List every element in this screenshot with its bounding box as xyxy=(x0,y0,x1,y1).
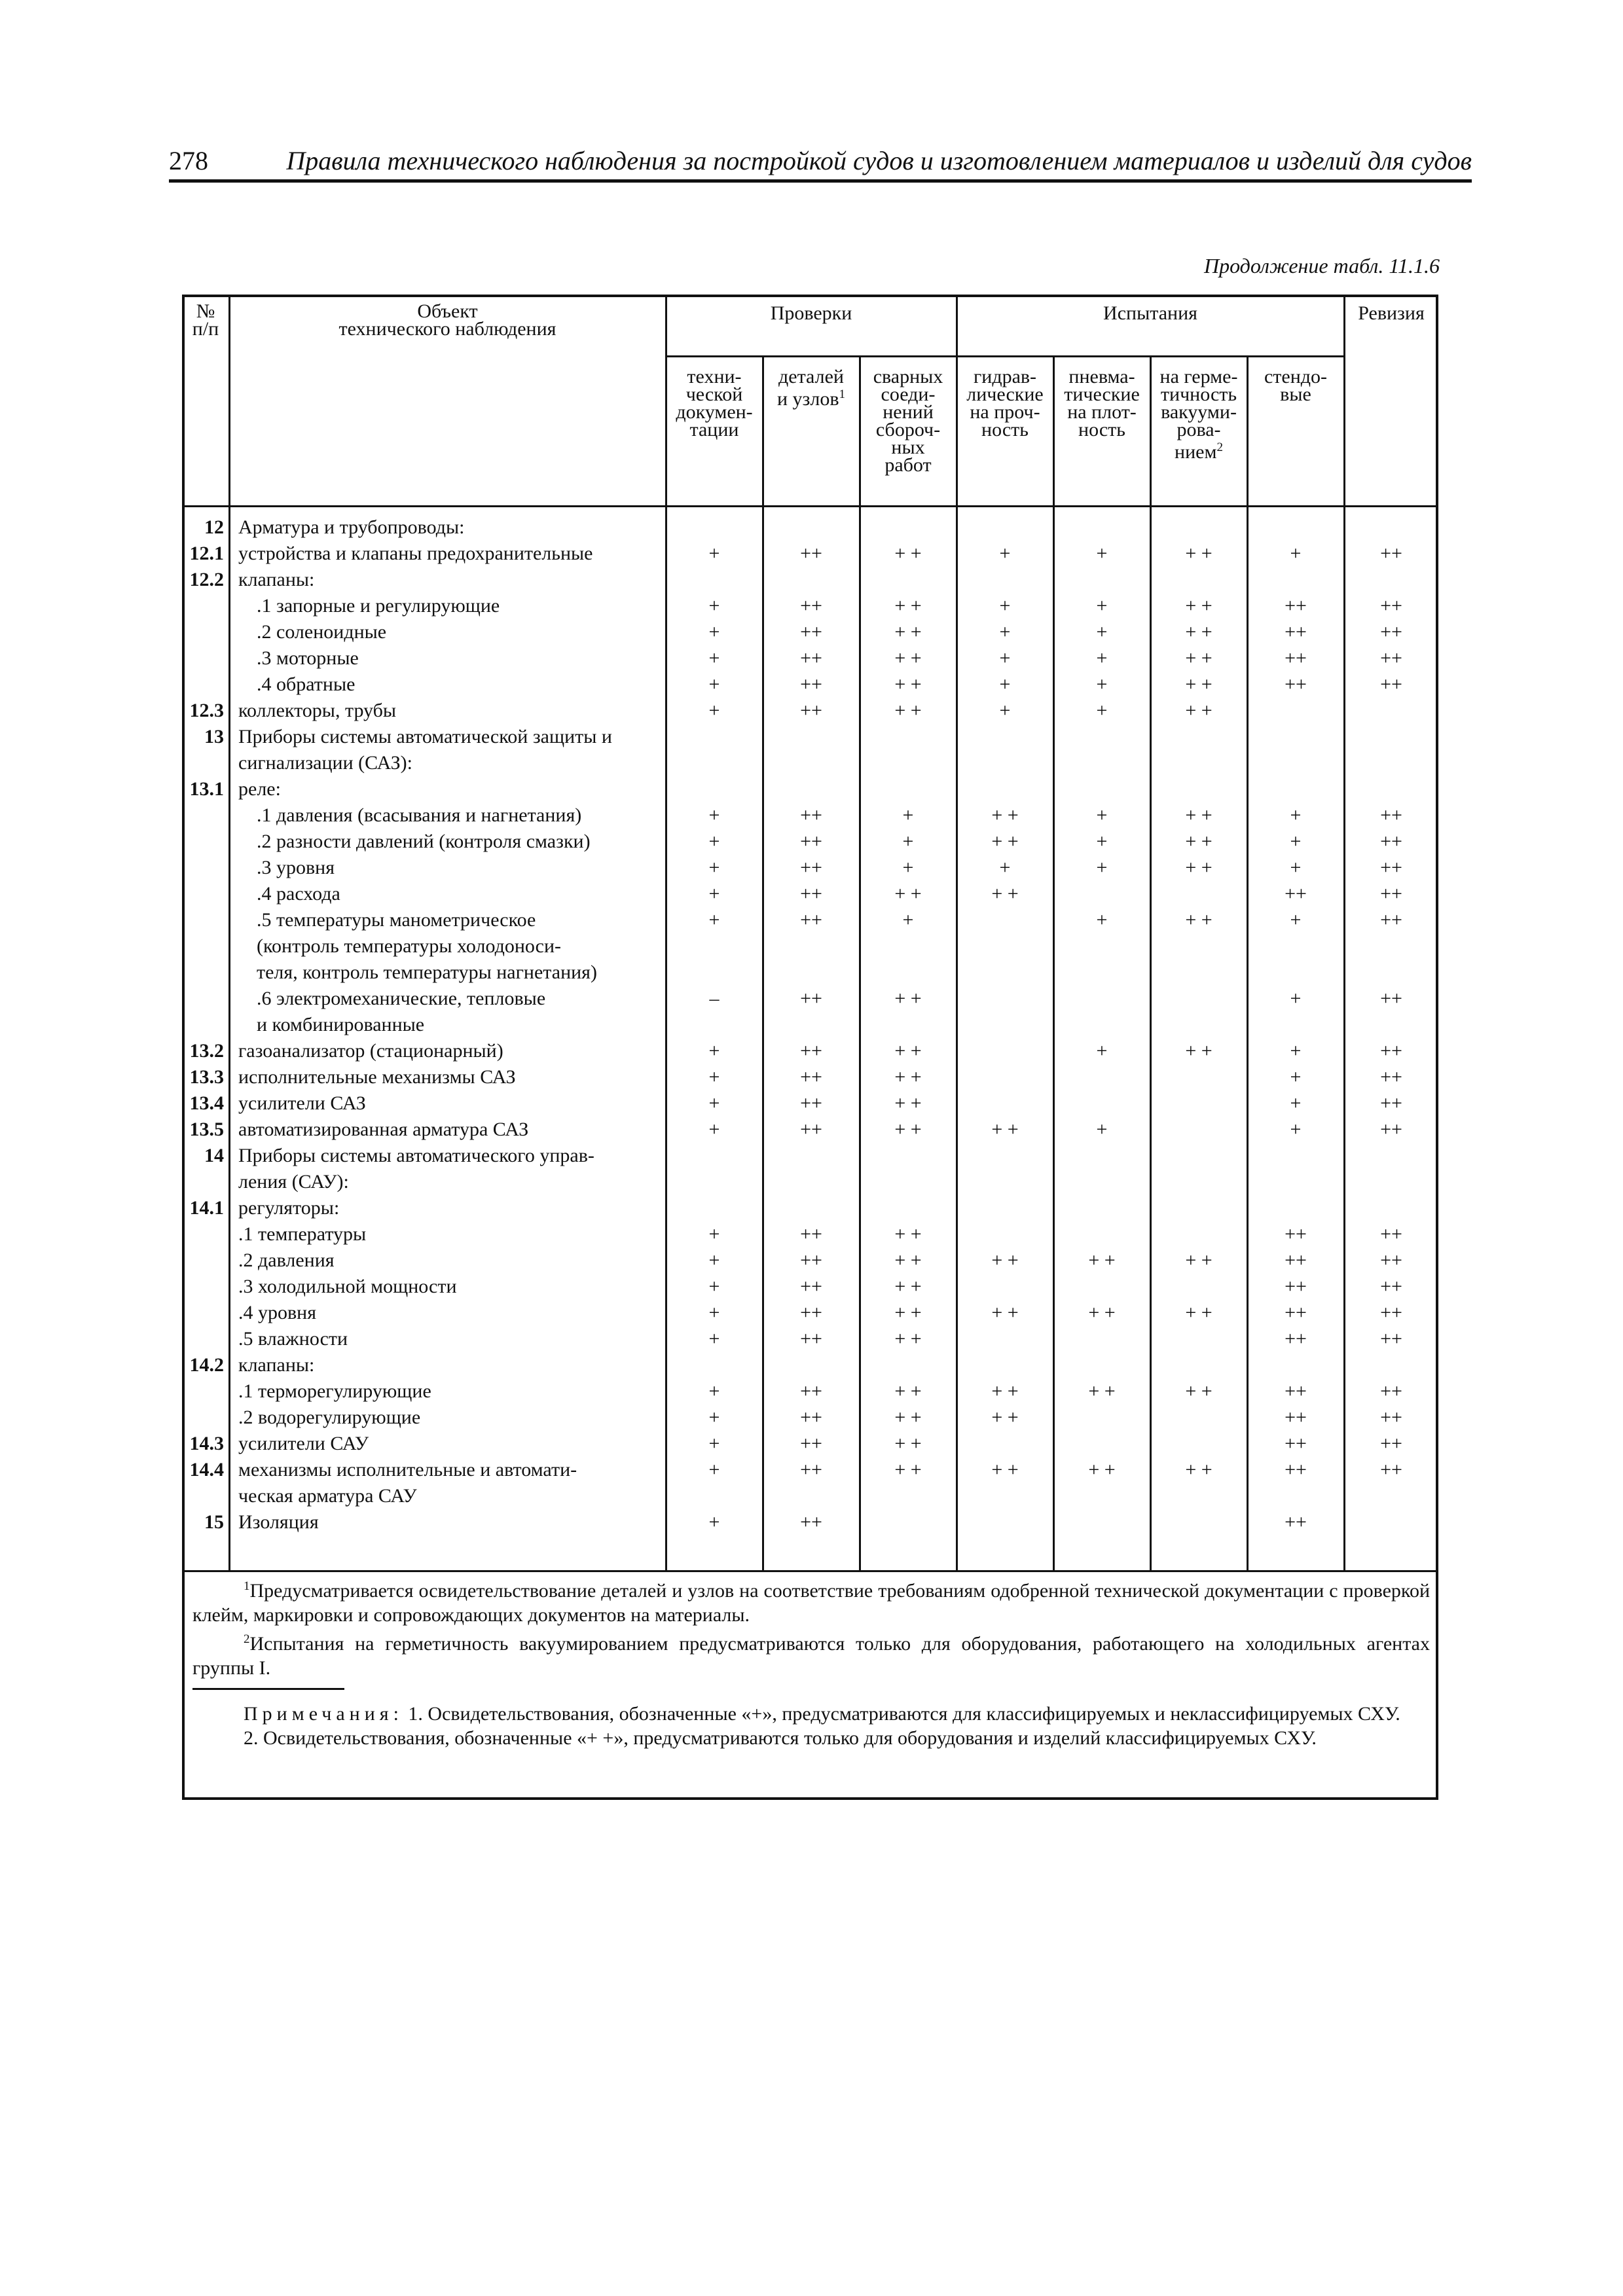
row-mark: + + xyxy=(1185,831,1213,852)
row-mark: ++ xyxy=(1380,1328,1402,1350)
row-mark: + + xyxy=(1185,857,1213,878)
row-mark: + + xyxy=(991,831,1019,852)
row-mark: + + xyxy=(1185,1459,1213,1480)
row-number: 14.2 xyxy=(189,1354,224,1376)
row-mark: + + xyxy=(991,1302,1019,1323)
row-object: .5 влажности xyxy=(238,1328,348,1350)
row-mark: + + xyxy=(1185,595,1213,617)
row-mark: + xyxy=(1290,1092,1302,1114)
row-object: .2 водорегулирующие xyxy=(238,1407,421,1428)
row-mark: ++ xyxy=(800,1276,822,1297)
row-mark: + + xyxy=(1088,1380,1116,1402)
row-number: 12.1 xyxy=(189,543,224,564)
subheader-hydraulic: гидрав- лические на проч- ность xyxy=(966,366,1044,440)
header-no: № п/п xyxy=(192,300,219,340)
row-mark: + xyxy=(708,1092,720,1114)
row-mark: + xyxy=(708,831,720,852)
row-number: 13.5 xyxy=(189,1119,224,1140)
row-mark: + + xyxy=(894,1302,922,1323)
row-object: Приборы системы автоматического управ- ления (САУ): xyxy=(238,1145,594,1193)
row-mark: ++ xyxy=(800,1511,822,1533)
row-object: механизмы исполнительные и автомати- ческая арматура САУ xyxy=(238,1459,577,1507)
row-mark: ++ xyxy=(1380,988,1402,1009)
row-mark: + xyxy=(1290,1119,1302,1140)
row-mark: + + xyxy=(894,647,922,669)
row-object: регуляторы: xyxy=(238,1197,340,1219)
row-object: усилители САЗ xyxy=(238,1092,366,1114)
row-number: 13.4 xyxy=(189,1092,224,1114)
row-mark: + xyxy=(999,647,1011,669)
row-mark: ++ xyxy=(800,673,822,695)
row-mark: + xyxy=(708,1302,720,1323)
row-number: 13.2 xyxy=(189,1040,224,1062)
row-mark: + + xyxy=(894,543,922,564)
row-mark: + xyxy=(1096,857,1108,878)
note-2: 2. Освидетельствования, обозначенные «+ +», предусматриваются только для оборудования и изделий классифицируемых СХУ. xyxy=(244,1727,1317,1749)
subheader-vacuum: на герме- тичность вакууми- рова- нием$^2$ xyxy=(1159,366,1238,463)
row-mark: + xyxy=(1096,1119,1108,1140)
row-mark: + + xyxy=(894,1459,922,1480)
row-object: .1 запорные и регулирующие xyxy=(257,595,500,617)
row-mark: ++ xyxy=(1380,909,1402,931)
row-mark: ++ xyxy=(1285,1328,1307,1350)
row-mark: + xyxy=(1096,1040,1108,1062)
row-mark: + xyxy=(708,595,720,617)
row-mark: + + xyxy=(991,1249,1019,1271)
rule-col-no xyxy=(228,295,230,1571)
row-mark: ++ xyxy=(1380,595,1402,617)
row-mark: + + xyxy=(894,1040,922,1062)
row-mark: ++ xyxy=(1380,1459,1402,1480)
row-mark: + + xyxy=(894,988,922,1009)
row-mark: ++ xyxy=(1380,1066,1402,1088)
row-mark: + + xyxy=(894,1249,922,1271)
row-mark: + xyxy=(708,1276,720,1297)
row-mark: ++ xyxy=(800,883,822,905)
row-object: клапаны: xyxy=(238,1354,315,1376)
row-mark: ++ xyxy=(800,1119,822,1140)
row-mark: ++ xyxy=(800,1380,822,1402)
row-mark: + + xyxy=(1088,1459,1116,1480)
row-mark: + + xyxy=(1088,1249,1116,1271)
table-continuation-label: Продолжение табл. 11.1.6 xyxy=(1203,254,1440,278)
row-mark: + + xyxy=(991,1380,1019,1402)
row-mark: + + xyxy=(1185,621,1213,643)
row-mark: ++ xyxy=(800,804,822,826)
row-mark: ++ xyxy=(1285,1433,1307,1454)
row-mark: + xyxy=(1290,831,1302,852)
row-mark: ++ xyxy=(1380,1249,1402,1271)
rule-body-end xyxy=(182,1570,1438,1572)
row-mark: ++ xyxy=(1380,1119,1402,1140)
page-header xyxy=(169,143,1472,183)
row-mark: + + xyxy=(1185,700,1213,721)
row-number: 14.4 xyxy=(189,1459,224,1480)
rule-head-end xyxy=(182,505,1438,507)
row-mark: + + xyxy=(1185,1380,1213,1402)
row-mark: + xyxy=(708,1223,720,1245)
row-mark: ++ xyxy=(1285,647,1307,669)
subheader-welds: сварных соеди- нений сбороч- ных работ xyxy=(873,366,943,476)
row-mark: + xyxy=(999,857,1011,878)
row-object: исполнительные механизмы САЗ xyxy=(238,1066,516,1088)
row-mark: + + xyxy=(1185,1040,1213,1062)
row-mark: + xyxy=(1096,621,1108,643)
row-mark: ++ xyxy=(800,1328,822,1350)
row-mark: ++ xyxy=(1380,621,1402,643)
row-mark: + + xyxy=(894,1066,922,1088)
row-mark: ++ xyxy=(1285,1276,1307,1297)
row-mark: ++ xyxy=(800,1249,822,1271)
row-mark: ++ xyxy=(1380,1276,1402,1297)
row-object: автоматизированная арматура САЗ xyxy=(238,1119,529,1140)
row-object: .2 давления xyxy=(238,1249,335,1271)
row-object: Изоляция xyxy=(238,1511,319,1533)
row-mark: ++ xyxy=(1285,1223,1307,1245)
row-object: .3 холодильной мощности xyxy=(238,1276,457,1297)
row-mark: ++ xyxy=(800,1040,822,1062)
header-tests: Испытания xyxy=(1103,302,1197,324)
row-number: 12.2 xyxy=(189,569,224,590)
row-mark: ++ xyxy=(800,621,822,643)
row-mark: + + xyxy=(894,1092,922,1114)
row-mark: + xyxy=(1290,1040,1302,1062)
header-object: Объект технического наблюдения xyxy=(338,300,556,340)
row-number: 13.3 xyxy=(189,1066,224,1088)
row-mark: + + xyxy=(1185,1302,1213,1323)
row-mark: + xyxy=(1096,595,1108,617)
row-object: клапаны: xyxy=(238,569,315,590)
row-mark: ++ xyxy=(800,857,822,878)
row-number: 13 xyxy=(204,726,224,747)
row-mark: ++ xyxy=(1380,1092,1402,1114)
row-mark: + + xyxy=(894,1380,922,1402)
row-mark: + xyxy=(902,831,914,852)
row-mark: + xyxy=(708,1459,720,1480)
header-checks: Проверки xyxy=(770,302,852,324)
row-mark: ++ xyxy=(1380,543,1402,564)
row-mark: + xyxy=(1290,543,1302,564)
row-mark: + + xyxy=(894,1223,922,1245)
row-object: .3 моторные xyxy=(257,647,359,669)
row-mark: ++ xyxy=(800,988,822,1009)
row-mark: + + xyxy=(1088,1302,1116,1323)
row-mark: ++ xyxy=(1285,1249,1307,1271)
row-mark: + xyxy=(708,1066,720,1088)
row-object: .2 соленоидные xyxy=(257,621,387,643)
row-mark: + xyxy=(1096,804,1108,826)
row-object: .6 электромеханические, тепловые и комбинированные xyxy=(257,988,546,1035)
row-mark: + xyxy=(708,909,720,931)
page-number: 278 xyxy=(169,146,208,175)
row-mark: ++ xyxy=(800,1223,822,1245)
row-mark: ++ xyxy=(1285,1459,1307,1480)
subheader-bench: стендо- вые xyxy=(1264,366,1328,405)
row-object: устройства и клапаны предохранительные xyxy=(238,543,593,564)
row-mark: + xyxy=(708,543,720,564)
row-mark: + xyxy=(1290,804,1302,826)
row-mark: + xyxy=(708,883,720,905)
row-mark: + xyxy=(1290,857,1302,878)
row-mark: ++ xyxy=(1285,595,1307,617)
row-mark: + xyxy=(1096,831,1108,852)
row-object: Арматура и трубопроводы: xyxy=(238,516,465,538)
notes-divider xyxy=(192,1688,344,1690)
row-mark: + xyxy=(999,543,1011,564)
row-mark: + xyxy=(708,1328,720,1350)
row-mark: + xyxy=(999,673,1011,695)
row-mark: + + xyxy=(991,1407,1019,1428)
row-mark: ++ xyxy=(1380,647,1402,669)
row-mark: + + xyxy=(1185,909,1213,931)
running-title: Правила технического наблюдения за постройкой судов и изготовлением материалов и изделий для судов xyxy=(286,146,1472,175)
row-object: Приборы системы автоматической защиты и сигнализации (САЗ): xyxy=(238,726,612,774)
row-mark: ++ xyxy=(1285,883,1307,905)
row-mark: + + xyxy=(991,1459,1019,1480)
notes-label: Примечания: xyxy=(244,1703,403,1725)
row-object: .1 давления (всасывания и нагнетания) xyxy=(257,804,582,826)
row-mark: + xyxy=(708,804,720,826)
row-mark: + xyxy=(708,673,720,695)
table-notes xyxy=(192,1574,1430,1750)
row-mark: + xyxy=(708,1380,720,1402)
row-mark: ++ xyxy=(800,543,822,564)
row-mark: ++ xyxy=(800,1433,822,1454)
row-mark: + xyxy=(1096,647,1108,669)
row-mark: + + xyxy=(894,621,922,643)
row-mark: ++ xyxy=(1380,1302,1402,1323)
row-mark: ++ xyxy=(1380,1040,1402,1062)
row-mark: ++ xyxy=(1380,1433,1402,1454)
row-mark: ++ xyxy=(800,1092,822,1114)
row-mark: ++ xyxy=(1285,1511,1307,1533)
row-mark: ++ xyxy=(800,1066,822,1088)
row-mark: ++ xyxy=(800,1459,822,1480)
subheader-parts: деталей и узлов$^1$ xyxy=(776,366,846,410)
subheader-techdoc: техни- ческой докумен- тации xyxy=(676,366,753,440)
row-mark: + xyxy=(708,1119,720,1140)
row-mark: + + xyxy=(1185,673,1213,695)
row-mark: ++ xyxy=(1285,621,1307,643)
row-mark: ++ xyxy=(800,831,822,852)
row-object: коллекторы, трубы xyxy=(238,700,397,721)
row-mark: + xyxy=(708,621,720,643)
row-mark: ++ xyxy=(1380,1380,1402,1402)
row-mark: + xyxy=(1290,988,1302,1009)
row-mark: + xyxy=(999,700,1011,721)
row-number: 13.1 xyxy=(189,778,224,800)
row-mark: + xyxy=(708,700,720,721)
row-mark: ++ xyxy=(1380,857,1402,878)
row-mark: + xyxy=(999,595,1011,617)
row-object: реле: xyxy=(238,778,281,800)
row-mark: ++ xyxy=(1380,831,1402,852)
row-mark: + xyxy=(1096,700,1108,721)
row-mark: + xyxy=(708,647,720,669)
row-mark: ++ xyxy=(1380,673,1402,695)
row-mark: ++ xyxy=(800,647,822,669)
row-mark: – xyxy=(709,988,720,1009)
row-mark: + xyxy=(999,621,1011,643)
row-mark: + xyxy=(1290,909,1302,931)
row-mark: + xyxy=(902,804,914,826)
row-mark: + + xyxy=(991,1119,1019,1140)
row-mark: + xyxy=(708,1511,720,1533)
row-mark: ++ xyxy=(800,595,822,617)
row-mark: + xyxy=(1290,1066,1302,1088)
row-mark: ++ xyxy=(1285,1407,1307,1428)
row-mark: ++ xyxy=(1285,1380,1307,1402)
row-mark: + + xyxy=(1185,543,1213,564)
row-object: .2 разности давлений (контроля смазки) xyxy=(257,831,591,852)
row-mark: + xyxy=(708,1040,720,1062)
row-mark: ++ xyxy=(800,1407,822,1428)
row-mark: + xyxy=(708,857,720,878)
note-1: Примечания: 1. Освидетельствования, обозначенные «+», предусматриваются для классифицируемых и неклассифицируемых СХУ. xyxy=(244,1703,1400,1725)
footnote-2: $^2$Испытания на герметичность вакуумированием предусматриваются только для оборудования, работающего на холодильных агентах группы I. xyxy=(192,1632,1430,1679)
row-mark: + xyxy=(708,1249,720,1271)
row-object: .4 уровня xyxy=(238,1302,317,1323)
row-mark: + + xyxy=(894,1433,922,1454)
row-mark: + + xyxy=(894,1407,922,1428)
row-object: .1 температуры xyxy=(238,1223,367,1245)
row-mark: + + xyxy=(1185,1249,1213,1271)
row-mark: + xyxy=(902,909,914,931)
row-number: 14 xyxy=(204,1145,224,1166)
row-mark: + + xyxy=(991,883,1019,905)
row-mark: ++ xyxy=(800,700,822,721)
row-mark: ++ xyxy=(1285,673,1307,695)
row-mark: ++ xyxy=(800,1302,822,1323)
row-object: .1 терморегулирующие xyxy=(238,1380,431,1402)
row-mark: ++ xyxy=(1380,1407,1402,1428)
row-number: 12.3 xyxy=(189,700,224,721)
row-object: .3 уровня xyxy=(257,857,335,878)
row-mark: ++ xyxy=(800,909,822,931)
row-object: .4 обратные xyxy=(257,673,356,695)
row-mark: + + xyxy=(894,1119,922,1140)
row-mark: + xyxy=(1096,543,1108,564)
footnote-1: $^1$Предусматривается освидетельствование деталей и узлов на соответствие требованиям одобренной технической документации с проверкой клейм, маркировки и сопровождающих документов на материалы. xyxy=(192,1579,1430,1626)
row-mark: + xyxy=(1096,909,1108,931)
row-number: 12 xyxy=(204,516,224,538)
row-mark: + xyxy=(902,857,914,878)
row-mark: + + xyxy=(894,1328,922,1350)
row-mark: ++ xyxy=(1285,1302,1307,1323)
row-number: 14.1 xyxy=(189,1197,224,1219)
row-object: усилители САУ xyxy=(238,1433,369,1454)
row-mark: ++ xyxy=(1380,804,1402,826)
row-mark: + + xyxy=(894,883,922,905)
row-mark: + + xyxy=(1185,804,1213,826)
row-mark: ++ xyxy=(1380,883,1402,905)
row-mark: + xyxy=(1096,673,1108,695)
row-object: .4 расхода xyxy=(257,883,340,905)
row-mark: ++ xyxy=(1380,1223,1402,1245)
row-number: 15 xyxy=(204,1511,224,1533)
row-mark: + + xyxy=(894,673,922,695)
row-mark: + + xyxy=(894,700,922,721)
row-mark: + + xyxy=(894,595,922,617)
row-object: газоанализатор (стационарный) xyxy=(238,1040,503,1062)
row-mark: + + xyxy=(1185,647,1213,669)
rule-head-mid xyxy=(666,355,1344,357)
header-revision: Ревизия xyxy=(1358,302,1425,324)
subheader-pneumatic: пневма- тические на плот- ность xyxy=(1064,366,1140,440)
row-object: .5 температуры манометрическое (контроль температуры холодоноси- теля, контроль температуры нагнетания) xyxy=(257,909,597,983)
row-number: 14.3 xyxy=(189,1433,224,1454)
row-mark: + + xyxy=(894,1276,922,1297)
row-mark: + xyxy=(708,1407,720,1428)
row-mark: + + xyxy=(991,804,1019,826)
row-mark: + xyxy=(708,1433,720,1454)
